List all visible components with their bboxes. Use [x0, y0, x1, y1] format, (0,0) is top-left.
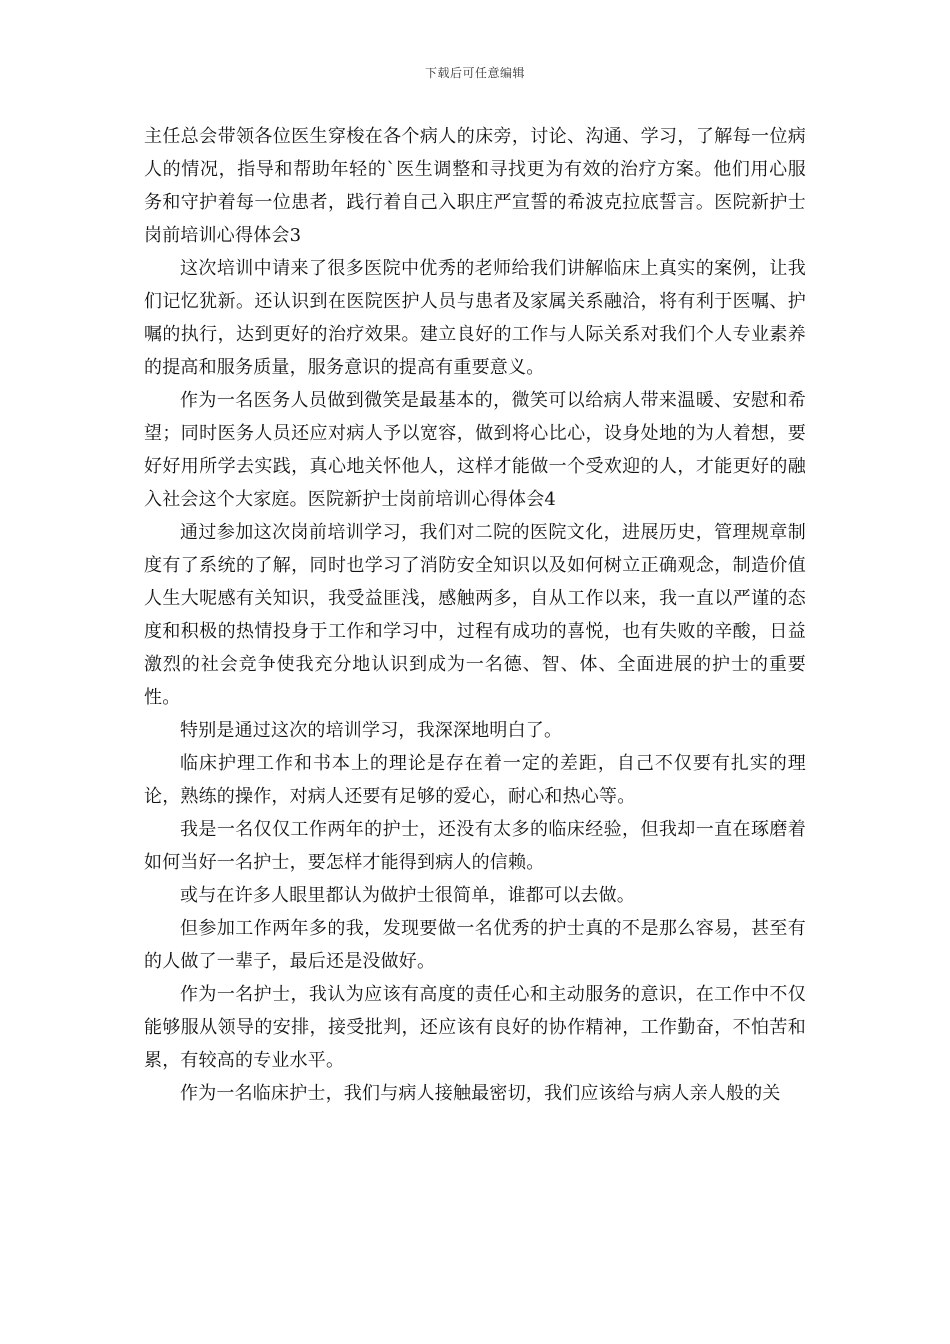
paragraph: 通过参加这次岗前培训学习，我们对二院的医院文化，进展历史，管理规章制度有了系统的了解，同时也学习了消防安全知识以及如何树立正确观念，制造价值人生大呢感有关知识，我受益匪浅，感触两多，自从工作以来，我一直以严谨的态度和积极的热情投身于工作和学习中，过程有成功的喜悦，也有失败的辛酸，日益激烈的社会竞争使我充分地认识到成为一名德、智、体、全面进展的护士的重要性。 — [144, 522, 806, 708]
page-header: 下载后可任意编辑 — [424, 66, 525, 80]
document-body — [144, 120, 806, 1110]
paragraph: 特别是通过这次的培训学习，我深深地明白了。 — [180, 720, 563, 741]
paragraph: 我是一名仅仅工作两年的护士，还没有太多的临床经验，但我却一直在琢磨着如何当好一名护士，要怎样才能得到病人的信赖。 — [144, 819, 806, 873]
paragraph: 这次培训中请来了很多医院中优秀的老师给我们讲解临床上真实的案例，让我们记忆犹新。还认识到在医院医护人员与患者及家属关系融洽，将有利于医嘱、护嘱的执行，达到更好的治疗效果。建立良好的工作与人际关系对我们个人专业素养的提高和服务质量，服务意识的提高有重要意义。 — [144, 258, 806, 378]
paragraph: 作为一名临床护士，我们与病人接触最密切，我们应该给与病人亲人般的关 — [180, 1083, 781, 1104]
paragraph: 作为一名护士，我认为应该有高度的责任心和主动服务的意识，在工作中不仅能够服从领导的安排，接受批判，还应该有良好的协作精神，工作勤奋，不怕苦和累，有较高的专业水平。 — [144, 984, 806, 1071]
paragraph: 作为一名医务人员做到微笑是最基本的，微笑可以给病人带来温暖、安慰和希望；同时医务人员还应对病人予以宽容，做到将心比心，设身处地的为人着想，要好好用所学去实践，真心地关怀他人，这样才能做一个受欢迎的人，才能更好的融入社会这个大家庭。医院新护士岗前培训心得体会4 — [144, 390, 806, 510]
paragraph: 但参加工作两年多的我，发现要做一名优秀的护士真的不是那么容易，甚至有的人做了一辈子，最后还是没做好。 — [144, 918, 806, 972]
paragraph: 或与在许多人眼里都认为做护士很简单，谁都可以去做。 — [180, 885, 635, 906]
paragraph: 主任总会带领各位医生穿梭在各个病人的床旁，讨论、沟通、学习，了解每一位病人的情况，指导和帮助年轻的`医生调整和寻找更为有效的治疗方案。他们用心服务和守护着每一位患者，践行着自己入职庄严宣誓的希波克拉底誓言。医院新护士岗前培训心得体会3 — [144, 126, 806, 246]
paragraph: 临床护理工作和书本上的理论是存在着一定的差距，自己不仅要有扎实的理论，熟练的操作，对病人还要有足够的爱心，耐心和热心等。 — [144, 753, 806, 807]
